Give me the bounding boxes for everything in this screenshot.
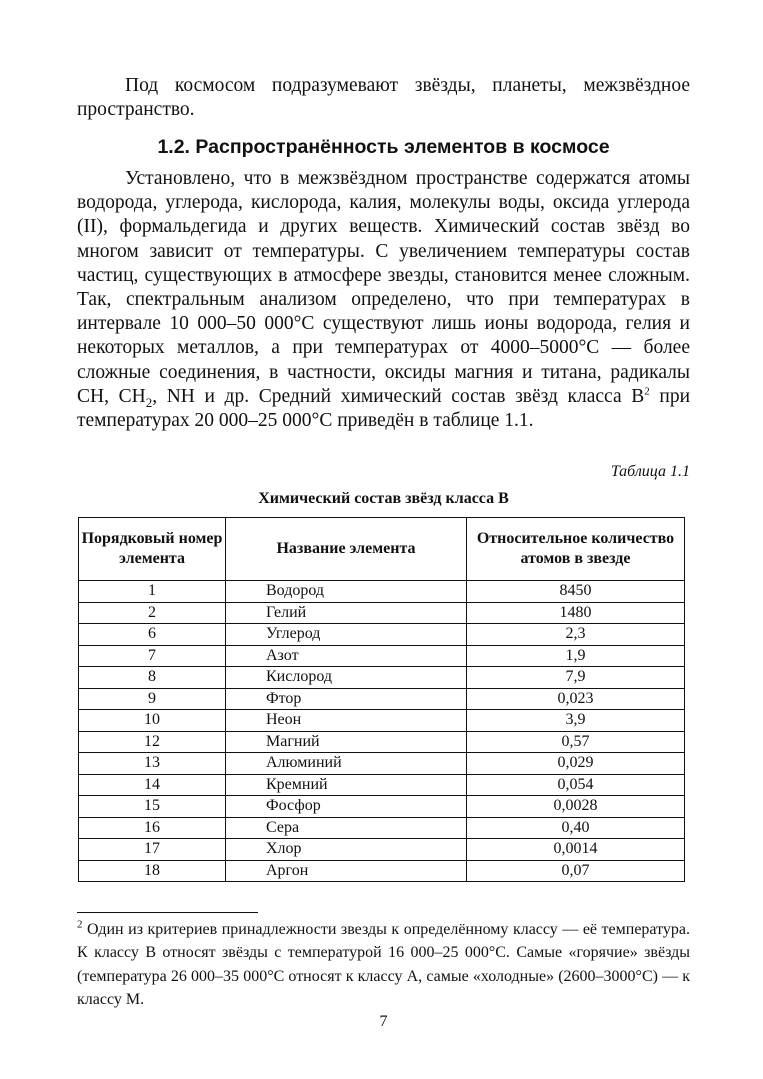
- cell-element-number: 9: [79, 688, 226, 710]
- cell-atom-amount: 0,0028: [467, 796, 685, 818]
- header-atom-amount: Относительное количество атомов в звезде: [467, 518, 685, 581]
- cell-atom-amount: 0,40: [467, 817, 685, 839]
- cell-atom-amount: 7,9: [467, 667, 685, 689]
- cell-atom-amount: 0,023: [467, 688, 685, 710]
- cell-element-name: Фосфор: [226, 796, 467, 818]
- cell-element-number: 6: [79, 624, 226, 646]
- cell-atom-amount: 0,07: [467, 860, 685, 882]
- body-paragraph: [77, 167, 690, 433]
- table-row: [79, 839, 685, 861]
- cell-element-name: Кремний: [226, 774, 467, 796]
- cell-element-number: 13: [79, 753, 226, 775]
- table-row: [79, 710, 685, 732]
- cell-element-name: Магний: [226, 731, 467, 753]
- table-row: [79, 731, 685, 753]
- cell-element-name: Кислород: [226, 667, 467, 689]
- cell-atom-amount: 8450: [467, 581, 685, 603]
- cell-atom-amount: 2,3: [467, 624, 685, 646]
- intro-paragraph: Под космосом подразумевают звёзды, планеты, межзвёздное пространство.: [77, 75, 690, 121]
- cell-element-name: Сера: [226, 817, 467, 839]
- table-row: [79, 774, 685, 796]
- footnote: [77, 918, 690, 1011]
- table-row: [79, 688, 685, 710]
- cell-element-number: 1: [79, 581, 226, 603]
- table-row: [79, 796, 685, 818]
- cell-atom-amount: 1480: [467, 602, 685, 624]
- cell-element-number: 8: [79, 667, 226, 689]
- cell-element-number: 16: [79, 817, 226, 839]
- header-element-number: Порядковый номер элемента: [79, 518, 226, 581]
- cell-element-name: Гелий: [226, 602, 467, 624]
- cell-element-number: 14: [79, 774, 226, 796]
- cell-element-name: Фтор: [226, 688, 467, 710]
- element-composition-table: [78, 517, 685, 882]
- ch2-subscript: 2: [145, 394, 153, 410]
- table-row: [79, 817, 685, 839]
- body-text-part-2: , NH и др. Средний химический состав звёзд класса B: [152, 385, 645, 407]
- table-row: [79, 624, 685, 646]
- table-row: [79, 581, 685, 603]
- footnote-divider: [77, 912, 258, 913]
- cell-atom-amount: 0,029: [467, 753, 685, 775]
- cell-element-number: 10: [79, 710, 226, 732]
- table-header-row: [79, 518, 685, 581]
- cell-element-name: Неон: [226, 710, 467, 732]
- cell-element-name: Азот: [226, 645, 467, 667]
- cell-element-number: 15: [79, 796, 226, 818]
- cell-element-name: Водород: [226, 581, 467, 603]
- cell-element-number: 12: [79, 731, 226, 753]
- cell-atom-amount: 3,9: [467, 710, 685, 732]
- table-body: [79, 581, 685, 882]
- cell-element-name: Аргон: [226, 860, 467, 882]
- table-row: [79, 753, 685, 775]
- table-label: Таблица 1.1: [610, 463, 690, 480]
- cell-atom-amount: 0,57: [467, 731, 685, 753]
- table-title: Химический состав звёзд класса B: [258, 490, 509, 507]
- cell-element-name: Алюминий: [226, 753, 467, 775]
- body-text-part-3: при температурах 20 000–25 000°С приведён в таблице 1.1.: [77, 385, 691, 432]
- footnote-text: Один из критериев принадлежности звезды к определённому классу — её температура. К классу B относят звёзды с температурой 16 000–25 000°С. Самые «горячие» звёзды (температура 26 000–35 000°С относят к классу A, самые «холодные» (2600–3000°С) — к классу M.: [77, 921, 690, 1008]
- cell-element-number: 7: [79, 645, 226, 667]
- cell-atom-amount: 0,0014: [467, 839, 685, 861]
- cell-atom-amount: 0,054: [467, 774, 685, 796]
- table-row: [79, 860, 685, 882]
- page-number: 7: [379, 1013, 388, 1030]
- header-element-name: Название элемента: [226, 518, 467, 581]
- cell-atom-amount: 1,9: [467, 645, 685, 667]
- section-heading: 1.2. Распространённость элементов в космосе: [157, 136, 610, 158]
- cell-element-number: 2: [79, 602, 226, 624]
- footnote-reference[interactable]: 2: [644, 385, 650, 398]
- table-row: [79, 645, 685, 667]
- cell-element-name: Углерод: [226, 624, 467, 646]
- cell-element-number: 18: [79, 860, 226, 882]
- table-row: [79, 602, 685, 624]
- cell-element-name: Хлор: [226, 839, 467, 861]
- footnote-mark: 2: [77, 918, 83, 931]
- body-text-part-1: Установлено, что в межзвёздном пространстве содержатся атомы водорода, углерода, кислорода, калия, молекулы воды, оксида углерода (II), формальдегида и других веществ. Химический состав звёзд во многом зависит от температуры. С увеличением температуры состав частиц, существующих в атмосфере звезды, становится менее сложным. Так, спектральным анализом определено, что при температурах в интервале 10 000–50 000°С существуют лишь ионы водорода, гелия и некоторых металлов, а при температурах от 4000–5000°С — более сложные соединения, в частности, оксиды магния и титана, радикалы CH, CH: [77, 168, 690, 407]
- cell-element-number: 17: [79, 839, 226, 861]
- table-row: [79, 667, 685, 689]
